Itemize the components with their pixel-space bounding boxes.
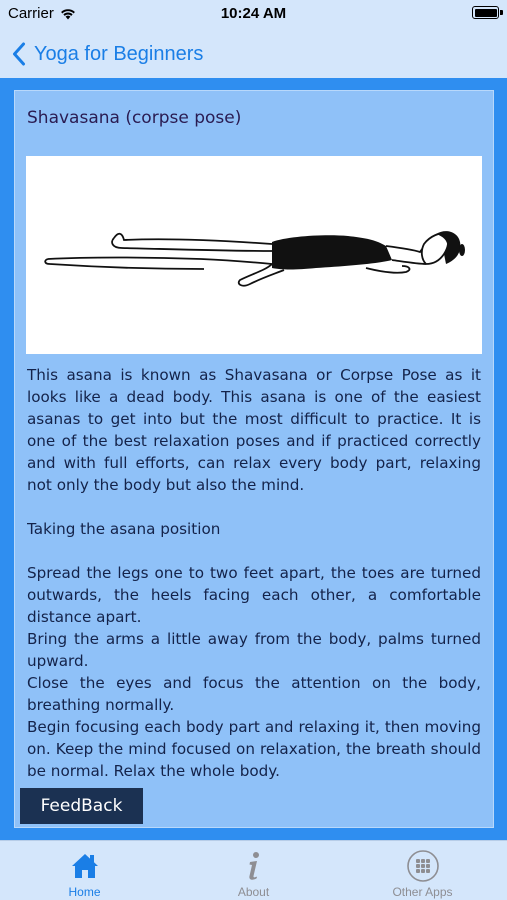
spacer [27, 496, 481, 518]
intro-paragraph: This asana is known as Shavasana or Corpse Pose as it looks like a dead body. This asana is one of the easiest asanas to get into but the most difficult to practice. It is one of the best relaxation poses and if practiced correctly and with full efforts, can relax every body part, relaxing not only the body but also the mind. [27, 366, 481, 494]
apps-grid-icon [406, 849, 440, 883]
feedback-button[interactable]: FeedBack [20, 788, 143, 824]
tab-other-apps[interactable] [338, 841, 507, 900]
section-heading: Taking the asana position [27, 520, 221, 538]
step-paragraph: Spread the legs one to two feet apart, the toes are turned outwards, the heels facing each other, a comfortable distance apart. [27, 564, 481, 626]
pose-title: Shavasana (corpse pose) [27, 108, 242, 128]
info-icon [237, 849, 271, 883]
chevron-left-icon [12, 42, 26, 66]
spacer [27, 540, 481, 562]
pose-illustration [26, 156, 482, 354]
tab-home[interactable] [0, 841, 169, 900]
navigation-bar [0, 30, 507, 78]
tab-other-apps-label: Other Apps [392, 885, 453, 899]
home-icon [68, 849, 102, 883]
tab-bar [0, 840, 507, 900]
tab-about[interactable] [169, 841, 338, 900]
status-right [472, 6, 499, 19]
back-button[interactable] [12, 38, 203, 70]
pose-description [27, 364, 481, 780]
step-paragraph: Close the eyes and focus the attention on the body, breathing normally. [27, 674, 481, 714]
carrier-label: Carrier [8, 5, 54, 22]
tab-about-label: About [237, 885, 270, 899]
back-button-label: Yoga for Beginners [34, 42, 204, 65]
status-bar [0, 0, 507, 30]
step-paragraph: Begin focusing each body part and relaxing it, then moving on. Keep the mind focused on relaxation, the breath should be normal. Relax the whole body. [27, 718, 481, 780]
battery-icon [472, 6, 499, 19]
step-paragraph: Bring the arms a little away from the body, palms turned upward. [27, 630, 481, 670]
status-time: 10:24 AM [220, 5, 287, 22]
corpse-pose-figure [26, 156, 482, 354]
tab-home-label: Home [68, 885, 101, 899]
